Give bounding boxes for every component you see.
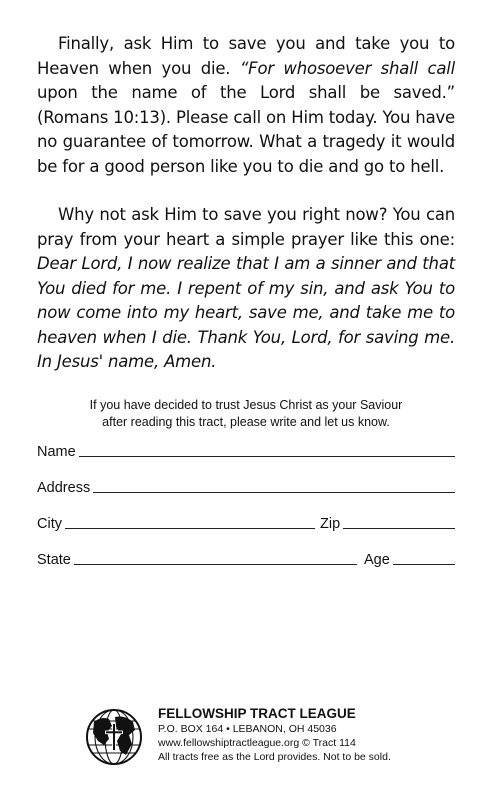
paragraph-prayer (37, 203, 455, 375)
prayer-text: Dear Lord, I now realize that I am a sinner and that You died for me. I repent of my sin, and ask You to now come into my heart, save me, and take me to heaven when I die. Thank You, Lord, for saving me. In Jesus' name, Amen. (37, 254, 455, 371)
org-address: P.O. BOX 164 • LEBANON, OH 45036 (158, 723, 337, 735)
paragraph2-text: Why not ask Him to save you right now? You can pray from your heart a simple prayer like this one: (37, 205, 455, 249)
zip-line[interactable] (343, 528, 455, 529)
name-label: Name (37, 444, 76, 460)
age-line[interactable] (393, 564, 455, 565)
response-note (37, 397, 455, 431)
address-label: Address (37, 480, 91, 496)
note-line-2: after reading this tract, please write and let us know. (102, 415, 390, 429)
paragraph1-text-continued: upon the name of the Lord shall be saved.” (Romans 10:13). Please call on Him today. You have no guarantee of tomorrow. What a tragedy it would be for a good person like you to die and go to hell. (37, 83, 455, 176)
paragraph1-text: Finally, ask Him to save you and take you to Heaven when you die. (37, 34, 455, 78)
city-line[interactable] (65, 528, 315, 529)
city-field[interactable] (37, 512, 315, 532)
org-website: www.fellowshiptractleague.org © Tract 114 (158, 737, 356, 749)
paragraph-salvation (37, 32, 455, 179)
zip-label: Zip (320, 516, 341, 532)
age-label: Age (364, 552, 390, 568)
state-line[interactable] (74, 564, 357, 565)
address-field[interactable] (37, 476, 455, 496)
org-note: All tracts free as the Lord provides. Not to be sold. (158, 751, 391, 763)
state-label: State (37, 552, 71, 568)
name-field[interactable] (37, 440, 455, 460)
name-line[interactable] (79, 456, 455, 457)
age-field[interactable] (364, 548, 455, 568)
note-line-1: If you have decided to trust Jesus Christ as your Saviour (89, 398, 403, 412)
org-name: FELLOWSHIP TRACT LEAGUE (158, 706, 356, 721)
org-info (158, 705, 391, 764)
state-field[interactable] (37, 548, 357, 568)
scripture-quote: “For whosoever shall call (239, 58, 456, 78)
city-label: City (37, 516, 62, 532)
globe-cross-icon (85, 708, 143, 766)
address-line[interactable] (93, 492, 455, 493)
zip-field[interactable] (320, 512, 455, 532)
